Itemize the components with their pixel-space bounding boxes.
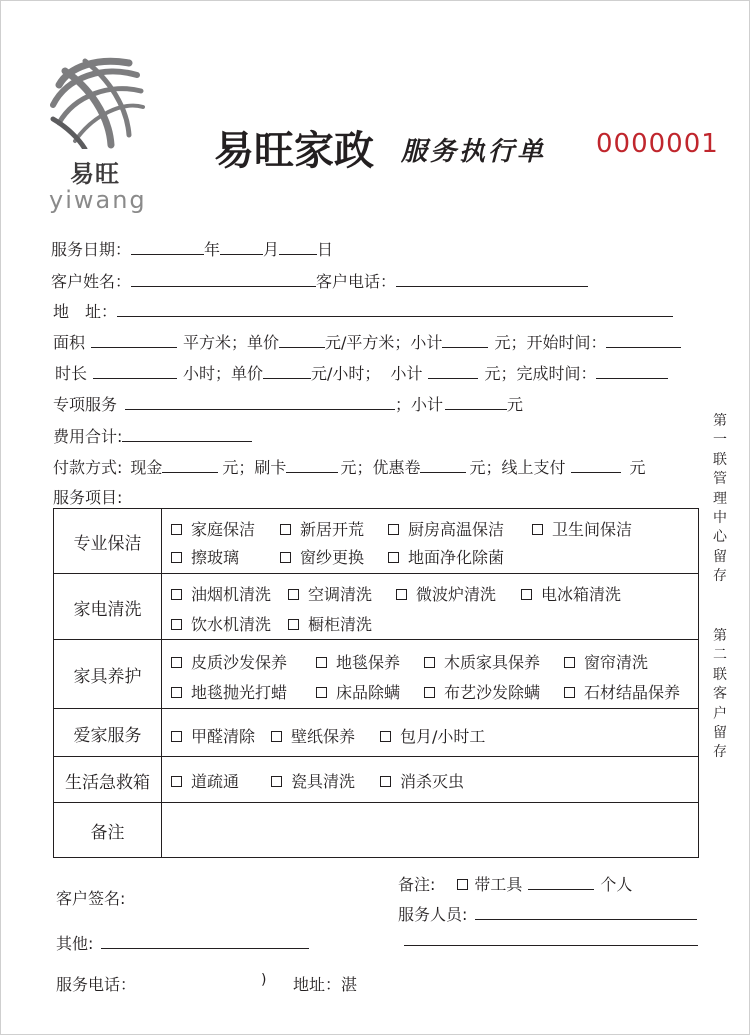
staff-blank[interactable] — [475, 905, 697, 920]
serial-number: 0000001 — [596, 129, 719, 159]
day-label: 日 — [317, 240, 334, 259]
checkbox[interactable] — [380, 731, 391, 742]
option-item[interactable] — [280, 517, 364, 540]
checkbox[interactable] — [280, 524, 291, 535]
customer-name-blank[interactable] — [131, 272, 316, 287]
coupon-label: 元；优惠卷 — [340, 458, 421, 477]
month-label: 月 — [263, 240, 280, 259]
option-label: 橱柜清洗 — [308, 615, 373, 634]
option-label: 皮质沙发保养 — [191, 653, 288, 672]
option-label: 床品除螨 — [336, 683, 401, 702]
option-label: 布艺沙发除螨 — [444, 683, 541, 702]
start-time-label: 元；开始时间： — [494, 333, 607, 352]
checkbox[interactable] — [171, 589, 182, 600]
online-blank[interactable] — [571, 458, 621, 473]
tools-checkbox[interactable] — [457, 879, 468, 890]
category-cell: 爱家服务 — [54, 709, 162, 757]
checkbox[interactable] — [532, 524, 543, 535]
option-label: 窗帘清洗 — [584, 653, 649, 672]
option-label: 厨房高温保洁 — [408, 520, 505, 539]
checkbox[interactable] — [316, 657, 327, 668]
option-item[interactable] — [316, 650, 400, 673]
end-time-blank[interactable] — [596, 364, 668, 379]
option-item[interactable] — [424, 650, 540, 673]
option-item[interactable] — [380, 724, 485, 747]
checkbox[interactable] — [280, 552, 291, 563]
remark-tools-line — [398, 872, 632, 895]
online-yuan-label: 元 — [629, 458, 646, 477]
yiwang-logo-icon — [45, 49, 145, 149]
area-line — [53, 330, 681, 353]
year-blank[interactable] — [131, 240, 204, 255]
option-label: 地毯抛光打蜡 — [191, 683, 288, 702]
sqm-price-blank[interactable] — [279, 333, 325, 348]
option-label: 家庭保洁 — [191, 520, 256, 539]
special-subtotal-blank[interactable] — [445, 395, 507, 410]
option-label: 空调清洗 — [308, 585, 373, 604]
checkbox[interactable] — [424, 657, 435, 668]
duration-blank[interactable] — [93, 364, 177, 379]
year-label: 年 — [204, 240, 221, 259]
duration-line — [55, 361, 668, 384]
option-item[interactable] — [396, 582, 496, 605]
checkbox[interactable] — [424, 687, 435, 698]
option-item[interactable] — [521, 582, 621, 605]
checkbox[interactable] — [380, 776, 391, 787]
checkbox[interactable] — [171, 731, 182, 742]
option-label: 窗纱更换 — [300, 548, 365, 567]
per-sqm-label: 元/平方米；小计 — [325, 333, 443, 352]
checkbox[interactable] — [171, 657, 182, 668]
footer-address: 地址：湛 — [293, 975, 358, 994]
option-item[interactable] — [564, 650, 648, 673]
card-label: 元；刷卡 — [222, 458, 287, 477]
option-label: 木质家具保养 — [444, 653, 541, 672]
option-label: 包月/小时工 — [400, 727, 486, 746]
option-item[interactable] — [288, 582, 372, 605]
category-cell: 家电清洗 — [54, 574, 162, 640]
second-other-blank[interactable] — [404, 945, 698, 946]
staff-line — [398, 902, 697, 925]
table-row — [54, 708, 698, 757]
tools-count-blank[interactable] — [528, 875, 594, 890]
checkbox[interactable] — [288, 589, 299, 600]
duration-label: 时长 — [55, 364, 88, 383]
cash-label: 现金 — [130, 458, 163, 477]
checkbox[interactable] — [171, 619, 182, 630]
category-cell: 生活急救箱 — [54, 757, 162, 803]
page-subtitle: 服务执行单 — [401, 137, 547, 167]
customer-phone-blank[interactable] — [396, 272, 588, 287]
start-time-blank[interactable] — [606, 333, 681, 348]
service-date-line — [51, 237, 333, 260]
customer-line — [51, 269, 588, 292]
checkbox[interactable] — [388, 524, 399, 535]
option-item[interactable] — [171, 680, 287, 703]
table-row — [54, 509, 698, 573]
option-label: 道疏通 — [191, 772, 240, 791]
special-service-blank[interactable] — [125, 395, 395, 410]
option-item[interactable] — [388, 545, 504, 568]
copy2-side-note — [712, 627, 728, 763]
category-cell: 专业保洁 — [54, 509, 162, 573]
option-item[interactable] — [171, 612, 271, 635]
checkbox[interactable] — [564, 687, 575, 698]
total-label: 费用合计: — [53, 427, 123, 446]
option-label: 卫生间保洁 — [552, 520, 633, 539]
option-item[interactable] — [424, 680, 540, 703]
total-blank[interactable] — [122, 427, 252, 442]
hour-price-label: 小时；单价 — [183, 364, 264, 383]
option-label: 擦玻璃 — [191, 548, 240, 567]
logo-chinese-text: 易旺 — [70, 160, 120, 188]
tools-label: 带工具 — [474, 875, 523, 894]
address-blank[interactable] — [117, 302, 673, 317]
category-cell: 家具养护 — [54, 640, 162, 709]
option-item[interactable] — [388, 517, 504, 540]
duration-subtotal-label: 小计 — [390, 364, 423, 383]
service-phone-label: 服务电话： — [56, 975, 137, 994]
staff-label: 服务人员: — [398, 905, 468, 924]
copy2-text: 第二联客户留存 — [713, 628, 727, 761]
sqm-label: 平方米；单价 — [183, 333, 280, 352]
hour-price-blank[interactable] — [263, 364, 311, 379]
payment-line — [53, 455, 645, 478]
option-item[interactable] — [171, 545, 239, 568]
service-date-label: 服务日期： — [51, 240, 132, 259]
online-label: 元；线上支付 — [469, 458, 566, 477]
special-yuan-label: 元 — [507, 395, 524, 414]
table-row — [54, 802, 698, 857]
option-label: 瓷具清洗 — [291, 772, 356, 791]
option-item[interactable] — [316, 680, 400, 703]
cash-blank[interactable] — [162, 458, 218, 473]
area-label: 面积 — [53, 333, 86, 352]
checkbox[interactable] — [388, 552, 399, 563]
option-item[interactable] — [532, 517, 632, 540]
service-items-label: 服务项目: — [53, 488, 123, 507]
card-blank[interactable] — [286, 458, 338, 473]
option-label: 消杀灭虫 — [400, 772, 465, 791]
other-line — [56, 931, 309, 954]
table-row — [54, 573, 698, 640]
table-row — [54, 639, 698, 709]
option-label: 微波炉清洗 — [416, 585, 497, 604]
checkbox[interactable] — [521, 589, 532, 600]
customer-phone-label: 客户电话： — [316, 272, 397, 291]
option-item[interactable] — [564, 680, 680, 703]
checkbox[interactable] — [288, 619, 299, 630]
option-label: 电冰箱清洗 — [541, 585, 622, 604]
end-time-label: 元；完成时间： — [484, 364, 597, 383]
other-blank[interactable] — [101, 934, 309, 949]
option-item[interactable] — [171, 582, 271, 605]
logo-english-text: yiwang — [49, 186, 147, 214]
option-label: 地面净化除菌 — [408, 548, 505, 567]
option-item[interactable] — [171, 724, 255, 747]
special-subtotal-label: ；小计 — [395, 395, 444, 414]
option-item[interactable] — [280, 545, 364, 568]
checkbox[interactable] — [171, 687, 182, 698]
per-hour-label: 元/小时； — [311, 364, 381, 383]
checkbox[interactable] — [316, 687, 327, 698]
option-item[interactable] — [380, 769, 464, 792]
total-line — [53, 424, 252, 447]
checkbox[interactable] — [564, 657, 575, 668]
month-blank[interactable] — [220, 240, 263, 255]
category-cell: 备注 — [54, 803, 162, 857]
remark-cell[interactable] — [162, 803, 698, 857]
payment-label: 付款方式: — [53, 458, 123, 477]
service-items-table — [53, 508, 699, 858]
area-blank[interactable] — [91, 333, 177, 348]
special-line — [53, 392, 523, 415]
option-label: 地毯保养 — [336, 653, 401, 672]
customer-sign-label: 客户签名: — [56, 889, 126, 908]
option-label: 油烟机清洗 — [191, 585, 272, 604]
persons-label: 个人 — [600, 875, 633, 894]
area-subtotal-blank[interactable] — [442, 333, 488, 348]
option-item[interactable] — [171, 769, 239, 792]
other-label: 其他: — [56, 934, 94, 953]
option-label: 壁纸保养 — [291, 727, 356, 746]
checkbox[interactable] — [171, 552, 182, 563]
checkbox[interactable] — [396, 589, 407, 600]
option-label: 饮水机清洗 — [191, 615, 272, 634]
page-title: 易旺家政 — [214, 127, 374, 174]
address-label: 地 址： — [53, 302, 118, 321]
checkbox[interactable] — [171, 776, 182, 787]
option-item[interactable] — [171, 650, 287, 673]
option-label: 石材结晶保养 — [584, 683, 681, 702]
customer-name-label: 客户姓名： — [51, 272, 132, 291]
checkbox[interactable] — [171, 524, 182, 535]
checkbox[interactable] — [271, 731, 282, 742]
day-blank[interactable] — [279, 240, 317, 255]
option-item[interactable] — [271, 769, 355, 792]
service-phone-fragment: ) — [261, 972, 267, 988]
footer-remark-label: 备注: — [398, 875, 436, 894]
copy1-text: 第一联管理中心留存 — [713, 413, 727, 585]
duration-subtotal-blank[interactable] — [428, 364, 478, 379]
option-item[interactable] — [288, 612, 372, 635]
option-label: 新居开荒 — [300, 520, 365, 539]
option-label: 甲醛清除 — [191, 727, 256, 746]
special-service-label: 专项服务 — [53, 395, 118, 414]
option-item[interactable] — [271, 724, 355, 747]
option-item[interactable] — [171, 517, 255, 540]
table-row — [54, 756, 698, 803]
address-line — [53, 299, 673, 322]
checkbox[interactable] — [271, 776, 282, 787]
coupon-blank[interactable] — [420, 458, 466, 473]
copy1-side-note — [712, 412, 728, 587]
